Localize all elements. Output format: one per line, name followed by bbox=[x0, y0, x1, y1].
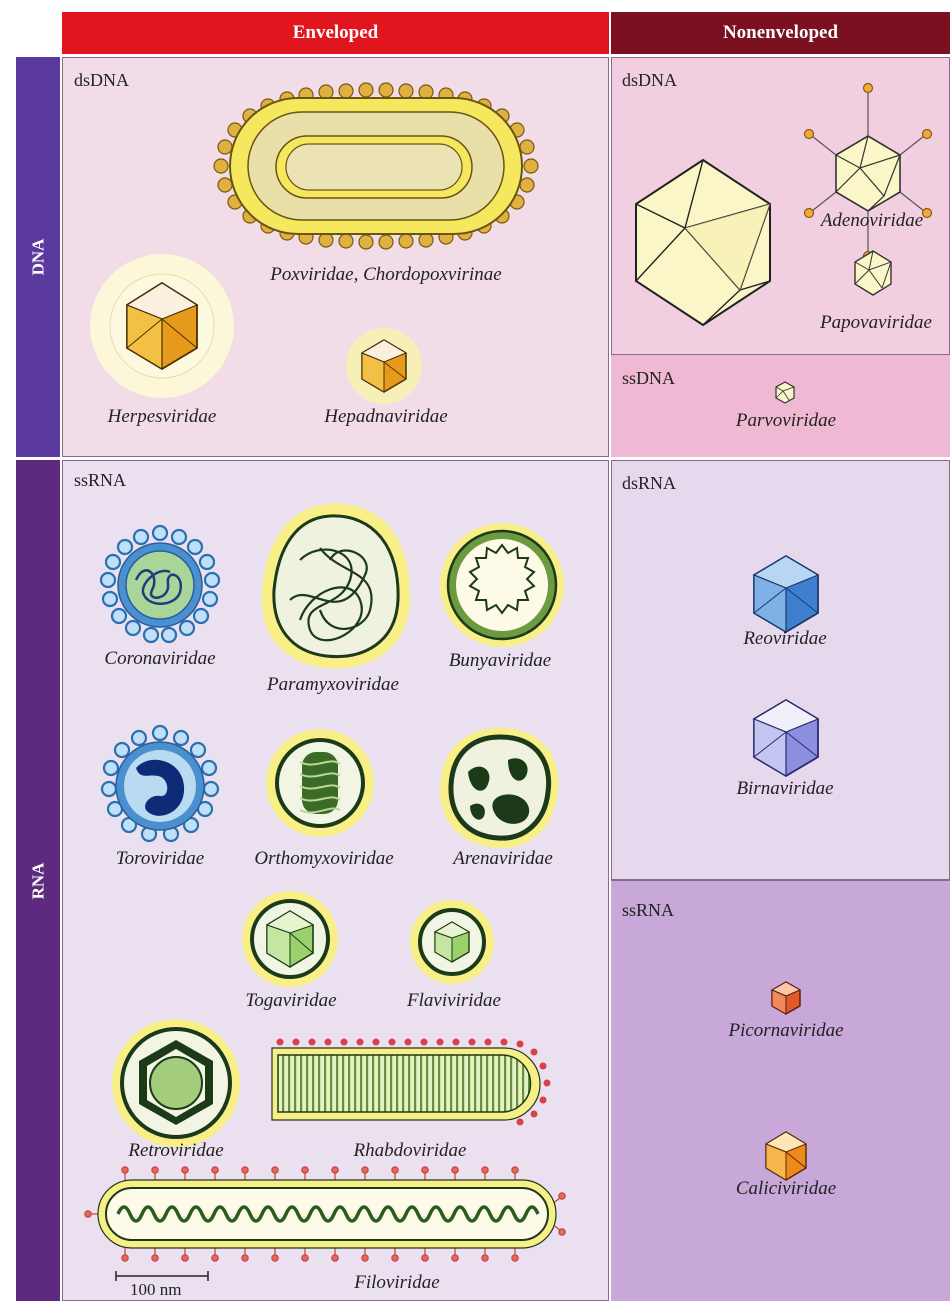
picornaviridae-virion bbox=[772, 982, 800, 1014]
adenoviridae-large-capsid bbox=[636, 160, 770, 325]
label-filoviridae: Filoviridae bbox=[354, 1272, 440, 1293]
papovaviridae-virion bbox=[855, 251, 891, 295]
retroviridae-virion bbox=[112, 1019, 240, 1147]
parvoviridae-virion bbox=[776, 382, 794, 403]
label-bunyaviridae: Bunyaviridae bbox=[448, 650, 552, 671]
adenoviridae-virion bbox=[805, 84, 932, 261]
section-nonenv-ssdna: ssDNA bbox=[622, 368, 676, 388]
toroviridae-virion bbox=[102, 726, 218, 841]
reoviridae-virion bbox=[754, 556, 818, 632]
hepadnaviridae-virion bbox=[346, 328, 422, 404]
label-poxviridae: Poxviridae, Chordopoxvirinae bbox=[270, 264, 502, 285]
scale-bar-label: 100 nm bbox=[130, 1280, 182, 1299]
label-papovaviridae: Papovaviridae bbox=[820, 312, 932, 333]
bunyaviridae-virion bbox=[440, 523, 564, 647]
section-nonenv-ssrna: ssRNA bbox=[622, 900, 675, 920]
label-adenoviridae: Adenoviridae bbox=[820, 210, 924, 231]
dna-row-label: DNA bbox=[16, 57, 60, 457]
birnaviridae-virion bbox=[754, 700, 818, 776]
arenaviridae-virion bbox=[440, 728, 559, 848]
coronaviridae-virion bbox=[101, 526, 219, 642]
poxviridae-virion bbox=[214, 83, 538, 249]
orthomyxoviridae-virion bbox=[266, 729, 374, 837]
label-toroviridae: Toroviridae bbox=[115, 848, 205, 869]
label-rhabdoviridae: Rhabdoviridae bbox=[353, 1140, 467, 1161]
nonenveloped-header: Nonenveloped bbox=[611, 12, 950, 54]
label-retroviridae: Retroviridae bbox=[128, 1140, 224, 1161]
togaviridae-virion bbox=[242, 891, 338, 987]
label-caliciviridae: Caliciviridae bbox=[735, 1178, 837, 1199]
label-orthomyxoviridae: Orthomyxoviridae bbox=[254, 848, 394, 869]
section-nonenv-dsdna: dsDNA bbox=[622, 70, 678, 90]
label-parvoviridae: Parvoviridae bbox=[735, 410, 837, 431]
caliciviridae-virion bbox=[766, 1132, 806, 1180]
rna-row-label: RNA bbox=[16, 460, 60, 1301]
label-picornaviridae: Picornaviridae bbox=[728, 1020, 844, 1041]
section-env-dsdna: dsDNA bbox=[74, 70, 130, 90]
label-paramyxoviridae: Paramyxoviridae bbox=[267, 674, 399, 695]
label-togaviridae: Togaviridae bbox=[245, 990, 337, 1011]
herpesviridae-virion bbox=[90, 254, 234, 398]
flaviviridae-virion bbox=[410, 900, 494, 984]
section-nonenv-dsrna: dsRNA bbox=[622, 473, 677, 493]
label-arenaviridae: Arenaviridae bbox=[453, 848, 553, 869]
rhabdoviridae-virion bbox=[272, 1039, 551, 1126]
label-hepadnaviridae: Hepadnaviridae bbox=[324, 406, 448, 427]
enveloped-header: Enveloped bbox=[62, 12, 609, 54]
label-reoviridae: Reoviridae bbox=[743, 628, 827, 649]
paramyxoviridae-virion bbox=[262, 504, 410, 669]
section-env-ssrna: ssRNA bbox=[74, 470, 127, 490]
filoviridae-virion bbox=[85, 1167, 565, 1261]
label-coronaviridae: Coronaviridae bbox=[104, 648, 216, 669]
label-herpesviridae: Herpesviridae bbox=[107, 406, 217, 427]
label-flaviviridae: Flaviviridae bbox=[407, 990, 501, 1011]
label-birnaviridae: Birnaviridae bbox=[736, 778, 834, 799]
